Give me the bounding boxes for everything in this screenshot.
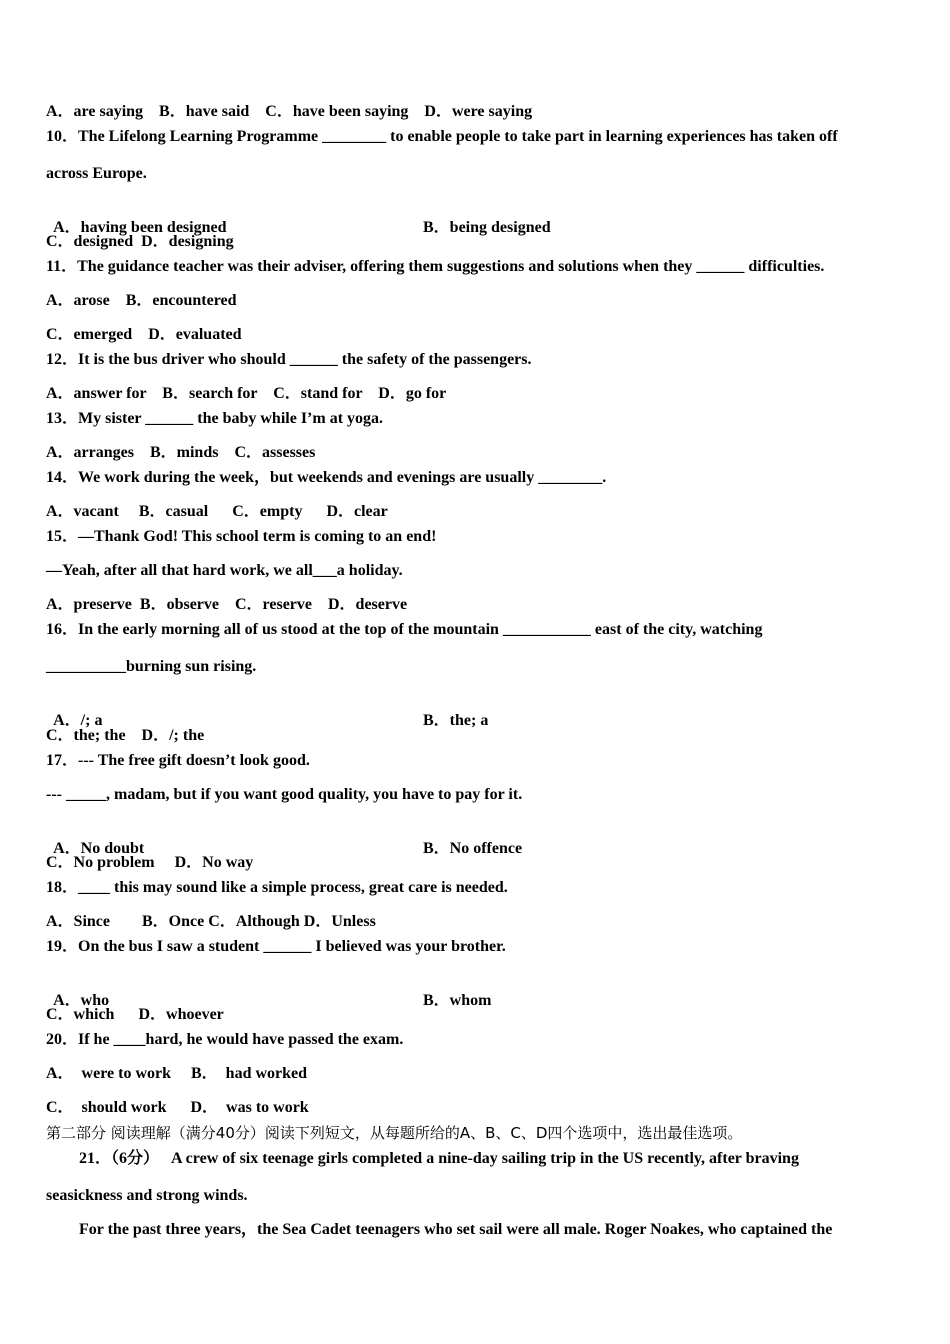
q12-options: A．answer for B．search for C．stand for D．go for [46,385,447,402]
q18-options: A．Since B．Once C．Although D．Unless [46,913,376,930]
q19-stem: 19．On the bus I saw a student ______ I believed was your brother. [46,938,506,955]
q17-options-row2: C．No problem D．No way [46,854,254,871]
q17-option-a: A．No doubt [53,840,145,857]
q10-option-a: A．having been designed [53,219,227,236]
q16-options-row1 [46,691,489,731]
q16-options-row2: C．the; the D．/; the [46,727,205,744]
q11-options-row1: A．arose B．encountered [46,292,237,309]
q11-options-row2: C．emerged D．evaluated [46,326,242,343]
q17-reply: --- _____, madam, but if you want good quality, you have to pay for it. [46,786,523,803]
q15-reply: —Yeah, after all that hard work, we all___a holiday. [46,562,403,579]
q17-stem: 17．--- The free gift doesn’t look good. [46,752,310,769]
q17-option-b: B．No offence [423,840,523,857]
q20-options-row2: C． should work D． was to work [46,1099,309,1116]
q19-options-row2: C．which D．whoever [46,1006,224,1023]
q16-stem: 16．In the early morning all of us stood at the top of the mountain ___________ east of the city, watching [46,621,763,638]
q13-stem: 13．My sister ______ the baby while I’m at yoga. [46,410,384,427]
q10-option-b: B．being designed [423,219,551,236]
part2-heading: 第二部分 阅读理解（满分40分）阅读下列短文，从每题所给的A、B、C、D四个选项中，选出最佳选项。 [46,1124,743,1142]
q21-passage-intro: 21．（6分） A crew of six teenage girls completed a nine-day sailing trip in the US recently, after braving [79,1150,799,1167]
q16-stem-cont: __________burning sun rising. [46,658,257,675]
q16-option-b: B．the; a [423,712,489,729]
q19-option-a: A．who [53,992,110,1009]
q18-stem: 18．____ this may sound like a simple process, great care is needed. [46,879,508,896]
q15-options: A．preserve B．observe C．reserve D．deserve [46,596,408,613]
q13-options: A．arranges B．minds C．assesses [46,444,316,461]
q20-stem: 20．If he ____hard, he would have passed the exam. [46,1031,404,1048]
q10-stem: 10．The Lifelong Learning Programme ________ to enable people to take part in learning experiences has taken off [46,128,838,145]
q20-options-row1: A． were to work B． had worked [46,1065,308,1082]
q10-stem-cont: across Europe. [46,165,147,182]
q14-stem: 14．We work during the week，but weekends and evenings are usually ________. [46,469,607,486]
q21-passage-intro-cont: seasickness and strong winds. [46,1187,248,1204]
q10-options-row2: C．designed D．designing [46,233,234,250]
q12-stem: 12．It is the bus driver who should ______ the safety of the passengers. [46,351,532,368]
q15-stem: 15．—Thank God! This school term is coming to an end! [46,528,437,545]
q19-option-b: B．whom [423,992,492,1009]
q9-options: A．are saying B．have said C．have been saying D．were saying [46,103,533,120]
q21-passage-paragraph: For the past three years，the Sea Cadet teenagers who set sail were all male. Roger Noakes, who captained the [79,1221,833,1238]
q14-options: A．vacant B．casual C．empty D．clear [46,503,388,520]
q16-option-a: A．/; a [53,712,103,729]
q11-stem: 11．The guidance teacher was their adviser, offering them suggestions and solutions when they ______ difficulties. [46,258,825,275]
